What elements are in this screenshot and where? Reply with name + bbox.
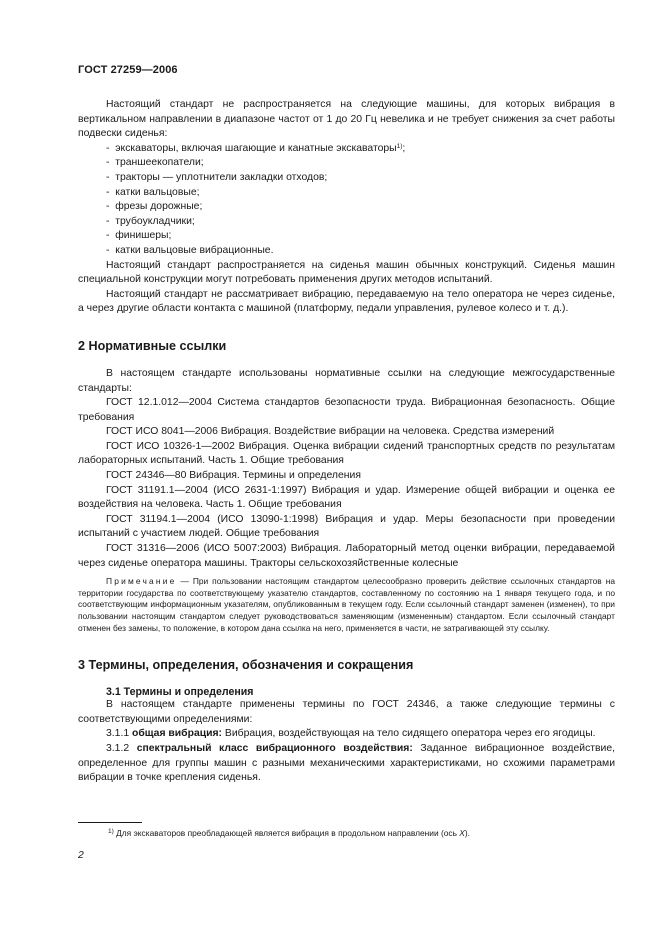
list-item: - траншеекопатели; xyxy=(106,157,204,169)
term-3-1-1: 3.1.1 общая вибрация: Вибрация, воздействующая на тело сидящего оператора через его ягодицы. xyxy=(106,728,596,740)
term-name: спектральный класс вибрационного воздействия: xyxy=(136,742,413,754)
intro-paragraph-3: Настоящий стандарт не рассматривает вибрацию, передаваемую на тело оператора не через сиденье, а через другие области контакта с машиной (платформу, педали управления, рулевое колесо и т. д.). xyxy=(78,288,615,315)
footnote-separator xyxy=(78,822,142,823)
list-item: - финишеры; xyxy=(106,230,172,242)
footnote-mark: 1) xyxy=(108,828,114,835)
reference-item: ГОСТ 24346—80 Вибрация. Термины и определения xyxy=(106,470,361,482)
list-item: - тракторы — уплотнители закладки отходов; xyxy=(106,171,328,183)
section-2-intro: В настоящем стандарте использованы нормативные ссылки на следующие межгосударственные стандарты: xyxy=(78,367,615,394)
intro-paragraph-1: Настоящий стандарт не распространяется на следующие машины, для которых вибрация в вертикальном направлении в диапазоне частот от 1 до 20 Гц невелика и не требует снижения за счет работы подвески сиденья: xyxy=(78,99,615,140)
reference-item: ГОСТ ИСО 10326-1—2002 Вибрация. Оценка вибрации сидений транспортных средств по результатам лабораторных испытаний. Часть 1. Общие требования xyxy=(78,440,615,467)
footnote-mark: 1) xyxy=(396,142,403,150)
reference-item: ГОСТ 31194.1—2004 (ИСО 13090-1:1998) Вибрация и удар. Меры безопасности при проведении испытаний с участием людей. Общие требования xyxy=(78,513,615,540)
note-label: Примечание xyxy=(106,576,177,587)
note-text: — При пользовании настоящим стандартом целесообразно проверить действие ссылочных стандартов на территории государства по соответствующему указателю стандартов, составленному по состоянию на 1 января текущего года, и по соответствующим информационным указателям, опубликованным в текущем году. Если ссылочный стандарт заменен (изменен), то при пользовании настоящим стандартом следует руководствоваться заменяющим (измененным) стандартом. Если ссылочный стандарт отменен без замены, то положение, в котором дана ссылка на него, применяется в части, не затрагивающей эту ссылку. xyxy=(78,576,615,633)
note xyxy=(78,576,615,634)
reference-item: ГОСТ 12.1.012—2004 Система стандартов безопасности труда. Вибрационная безопасность. Общие требования xyxy=(78,397,615,423)
list-item: - фрезы дорожные; xyxy=(106,201,203,213)
reference-item: ГОСТ 31191.1—2004 (ИСО 2631-1:1997) Вибрация и удар. Измерение общей вибрации и оценка ее воздействия на человека. Часть 1. Общие требования xyxy=(78,484,615,511)
term-name: общая вибрация: xyxy=(132,728,223,740)
term-definition: Заданное вибрационное воздействие, определенное для группы машин с разными механическими характеристиками, но схожими параметрами вибрации в точке крепления сиденья. xyxy=(78,742,616,784)
section-2-title: 2 Нормативные ссылки xyxy=(78,338,227,353)
term-3-1-2: 3.1.2 спектральный класс вибрационного воздействия: Заданное вибрационное воздействие, определенное для группы машин с разными механическими характеристиками, но схожими параметрами вибрации в точке крепления сиденья. xyxy=(78,742,616,784)
document-header: ГОСТ 27259—2006 xyxy=(78,64,178,76)
exclusion-list xyxy=(78,142,615,259)
section-3-title: 3 Термины, определения, обозначения и сокращения xyxy=(78,658,414,673)
page-number: 2 xyxy=(78,850,84,861)
reference-item: ГОСТ 31316—2006 (ИСО 5007:2003) Вибрация. Лабораторный метод оценки вибрации, передаваемой через сиденье оператора машины. Тракторы сельскохозяйственные колесные xyxy=(78,543,615,569)
subsection-3-1-title: 3.1 Термины и определения xyxy=(106,686,254,699)
reference-item: ГОСТ ИСО 8041—2006 Вибрация. Воздействие вибрации на человека. Средства измерений xyxy=(106,426,555,438)
term-definition: Вибрация, воздействующая на тело сидящего оператора через его ягодицы. xyxy=(224,728,596,740)
list-item: - катки вальцовые вибрационные. xyxy=(106,244,274,256)
list-item: - трубоукладчики; xyxy=(106,215,195,227)
list-item: - катки вальцовые; xyxy=(106,186,200,198)
page-body xyxy=(78,98,615,786)
list-item: - экскаваторы, включая шагающие и канатные экскаваторы$^{1)}$; xyxy=(106,142,406,154)
footnote: $^{1)}$ Для экскаваторов преобладающей является вибрация в продольном направлении (ось X). xyxy=(108,828,471,838)
intro-paragraph-2: Настоящий стандарт распространяется на сиденья машин обычных конструкций. Сиденья машин специальной конструкции могут потребовать применения других методов испытаний. xyxy=(78,259,615,286)
subsection-3-1-intro: В настоящем стандарте применены термины по ГОСТ 24346, а также следующие термины с соответствующими определениями: xyxy=(78,699,615,725)
